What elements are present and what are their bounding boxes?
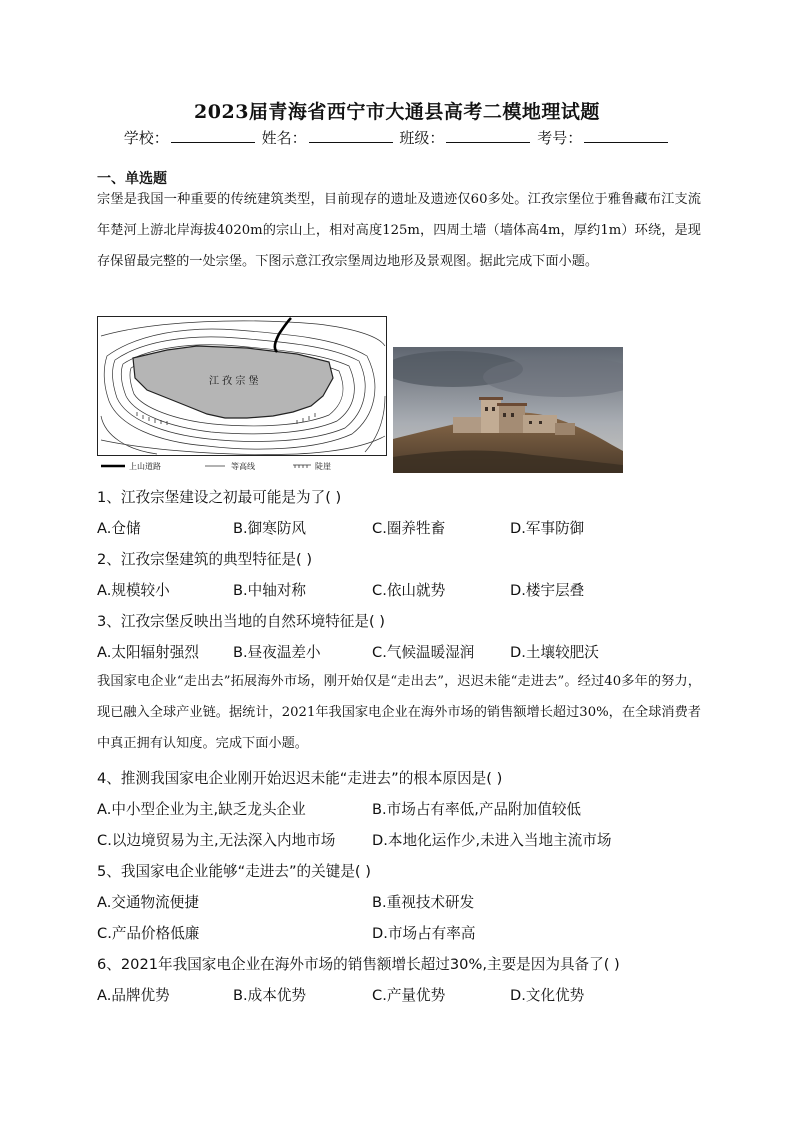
- q4-option-d[interactable]: D.本地化运作少,未进入当地主流市场: [372, 832, 612, 849]
- q5-option-b[interactable]: B.重视技术研发: [372, 894, 475, 911]
- school-label: 学校：: [123, 129, 169, 147]
- number-blank[interactable]: [584, 130, 668, 143]
- legend-road: 上山道路: [129, 462, 161, 471]
- q5-option-d[interactable]: D.市场占有率高: [372, 925, 476, 942]
- legend-cliff: 陡崖: [315, 462, 331, 471]
- q3-option-b[interactable]: B.昼夜温差小: [233, 644, 321, 661]
- q6-option-b[interactable]: B.成本优势: [233, 987, 307, 1004]
- question-6-stem: 6、2021年我国家电企业在海外市场的销售额增长超过30%,主要是因为具备了( ): [97, 956, 620, 973]
- q3-option-a[interactable]: A.太阳辐射强烈: [97, 644, 199, 661]
- q6-option-d[interactable]: D.文化优势: [510, 987, 585, 1004]
- q5-option-c[interactable]: C.产品价格低廉: [97, 925, 200, 942]
- question-1-stem: 1、江孜宗堡建设之初最可能是为了( ): [97, 489, 342, 506]
- q1-option-b[interactable]: B.御寒防风: [233, 520, 307, 537]
- exam-title: 2023届青海省西宁市大通县高考二模地理试题: [194, 101, 600, 123]
- fortress-label: 江 孜 宗 堡: [209, 376, 259, 387]
- student-info-line: [0, 127, 794, 148]
- q4-option-a[interactable]: A.中小型企业为主,缺乏龙头企业: [97, 801, 306, 818]
- q6-option-c[interactable]: C.产量优势: [372, 987, 446, 1004]
- passage-2: 我国家电企业“走出去”拓展海外市场，刚开始仅是“走出去”，迟迟未能“走进去”。经过40多年的努力，现已融入全球产业链。据统计，2021年我国家电企业在海外市场的销售额增长超过30%，在全球消费者中真正拥有认知度。完成下面小题。: [97, 674, 701, 751]
- q3-option-c[interactable]: C.气候温暖湿润: [372, 644, 475, 661]
- legend-contour: 等高线: [231, 462, 255, 471]
- q5-option-a[interactable]: A.交通物流便捷: [97, 894, 199, 911]
- school-blank[interactable]: [171, 130, 255, 143]
- q2-option-b[interactable]: B.中轴对称: [233, 582, 307, 599]
- name-label: 姓名：: [261, 129, 307, 147]
- q6-option-a[interactable]: A.品牌优势: [97, 987, 170, 1004]
- question-3-stem: 3、江孜宗堡反映出当地的自然环境特征是( ): [97, 613, 386, 630]
- class-blank[interactable]: [446, 130, 530, 143]
- class-label: 班级：: [399, 129, 445, 147]
- q1-option-d[interactable]: D.军事防御: [510, 520, 585, 537]
- number-label: 考号：: [537, 129, 583, 147]
- question-2-stem: 2、江孜宗堡建筑的典型特征是( ): [97, 551, 313, 568]
- name-blank[interactable]: [309, 130, 393, 143]
- q4-option-c[interactable]: C.以边境贸易为主,无法深入内地市场: [97, 832, 336, 849]
- q3-option-d[interactable]: D.土壤较肥沃: [510, 644, 599, 661]
- passage-1: 宗堡是我国一种重要的传统建筑类型，目前现存的遗址及遗迹仅60多处。江孜宗堡位于雅鲁藏布江支流年楚河上游北岸海拔4020m的宗山上，相对高度125m，四周土墙（墙体高4m，厚约1m）环绕，是现存保留最完整的一处宗堡。下图示意江孜宗堡周边地形及景观图。据此完成下面小题。: [97, 192, 701, 269]
- q2-option-d[interactable]: D.楼宇层叠: [510, 582, 585, 599]
- section-heading: 一、单选题: [97, 171, 167, 187]
- question-4-stem: 4、推测我国家电企业刚开始迟迟未能“走进去”的根本原因是( ): [97, 770, 503, 787]
- q1-option-c[interactable]: C.圈养牲畜: [372, 520, 446, 537]
- q2-option-c[interactable]: C.依山就势: [372, 582, 446, 599]
- question-5-stem: 5、我国家电企业能够“走进去”的关键是( ): [97, 863, 371, 880]
- q1-option-a[interactable]: A.仓储: [97, 520, 141, 537]
- fortress-photo: [393, 347, 623, 473]
- q2-option-a[interactable]: A.规模较小: [97, 582, 170, 599]
- contour-map-figure: [97, 316, 387, 473]
- q4-option-b[interactable]: B.市场占有率低,产品附加值较低: [372, 801, 582, 818]
